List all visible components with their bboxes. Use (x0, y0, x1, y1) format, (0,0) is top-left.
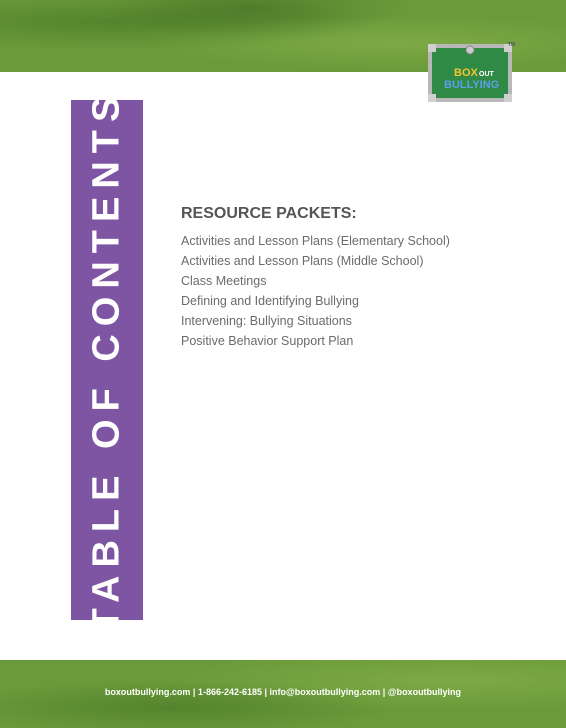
toc-title: TABLE OF CONTENTS (85, 88, 128, 632)
packet-item[interactable]: Positive Behavior Support Plan (181, 334, 354, 348)
svg-text:OUT: OUT (479, 71, 494, 78)
packet-item[interactable]: Class Meetings (181, 274, 267, 288)
svg-text:BULLYING: BULLYING (444, 79, 500, 91)
packet-item[interactable]: Intervening: Bullying Situations (181, 314, 352, 328)
resource-packets-section (181, 205, 450, 351)
svg-text:TM: TM (507, 42, 515, 48)
packet-item[interactable]: Activities and Lesson Plans (Elementary School) (181, 234, 450, 248)
box-out-bullying-logo (426, 40, 516, 104)
resource-packets-heading: RESOURCE PACKETS: (181, 205, 357, 222)
footer-contact-text: boxoutbullying.com | 1-866-242-6185 | info@boxoutbullying.com | @boxoutbullying (104, 687, 462, 697)
packet-item[interactable]: Activities and Lesson Plans (Middle School) (181, 254, 424, 268)
svg-text:BOX: BOX (454, 67, 478, 79)
packet-item[interactable]: Defining and Identifying Bullying (181, 294, 359, 308)
